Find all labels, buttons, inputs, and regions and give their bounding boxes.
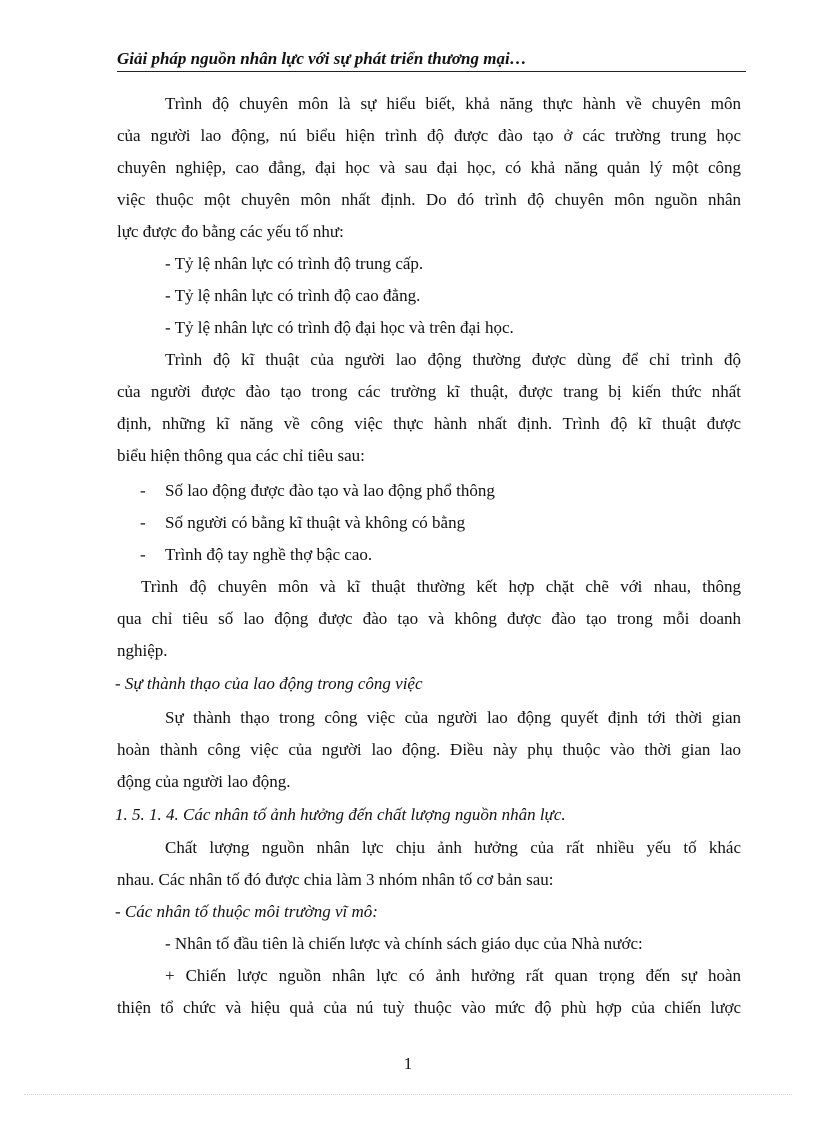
bullet-dash: - xyxy=(140,513,146,532)
bullet-dash: - xyxy=(140,545,146,564)
page-number: 1 xyxy=(403,1054,413,1073)
paragraph-line: biểu hiện thông qua các chỉ tiêu sau: xyxy=(117,446,365,465)
paragraph-line: Chất lượng nguồn nhân lực chịu ảnh hưởng của rất nhiều yếu tố khác xyxy=(165,838,741,857)
list-item: Số người có bằng kĩ thuật và không có bằng xyxy=(165,513,466,532)
paragraph-line: chuyên nghiệp, cao đẳng, đại học và sau đại học, có khả năng quản lý một công xyxy=(117,158,741,177)
paragraph-line: nghiệp. xyxy=(117,641,168,660)
paragraph-line: định, những kĩ năng về công việc thực hành nhất định. Trình độ kĩ thuật được xyxy=(117,414,741,433)
paragraph-line: Trình độ chuyên môn và kĩ thuật thường kết hợp chặt chẽ với nhau, thông xyxy=(141,577,741,596)
paragraph-line: việc thuộc một chuyên môn nhất định. Do đó trình độ chuyên môn nguồn nhân xyxy=(117,190,741,209)
list-item: - Nhân tố đầu tiên là chiến lược và chính sách giáo dục của Nhà nước: xyxy=(165,934,643,953)
subheading: - Sự thành thạo của lao động trong công việc xyxy=(115,674,423,693)
paragraph-line: hoàn thành công việc của người lao động. Điều này phụ thuộc vào thời gian lao xyxy=(117,740,741,759)
bullet-dash: - xyxy=(140,481,146,500)
paragraph-line: Trình độ kĩ thuật của người lao động thường được dùng để chỉ trình độ xyxy=(165,350,741,369)
list-item: Trình độ tay nghề thợ bậc cao. xyxy=(165,545,373,564)
list-item: Số lao động được đào tạo và lao động phổ thông xyxy=(165,481,495,500)
running-header: Giải pháp nguồn nhân lực với sự phát triển thương mại… xyxy=(117,48,746,72)
paragraph-line: của người được đào tạo trong các trường kĩ thuật, được trang bị kiến thức nhất xyxy=(117,382,741,401)
list-item: - Tỷ lệ nhân lực có trình độ cao đẳng. xyxy=(165,286,421,305)
subheading: - Các nhân tố thuộc môi trường vĩ mô: xyxy=(115,902,378,921)
paragraph-line: động của người lao động. xyxy=(117,772,291,791)
paragraph-line: + Chiến lược nguồn nhân lực có ảnh hưởng rất quan trọng đến sự hoàn xyxy=(165,966,741,985)
paragraph-line: lực được đo bằng các yếu tố như: xyxy=(117,222,344,241)
page-bottom-divider xyxy=(24,1094,792,1095)
paragraph-line: nhau. Các nhân tố đó được chia làm 3 nhóm nhân tố cơ bản sau: xyxy=(117,870,554,889)
list-item: - Tỷ lệ nhân lực có trình độ đại học và trên đại học. xyxy=(165,318,514,337)
list-item: - Tỷ lệ nhân lực có trình độ trung cấp. xyxy=(165,254,424,273)
paragraph-line: qua chỉ tiêu số lao động được đào tạo và không được đào tạo trong mỗi doanh xyxy=(117,609,741,628)
section-heading: 1. 5. 1. 4. Các nhân tố ảnh hưởng đến chất lượng nguồn nhân lực. xyxy=(115,805,566,824)
paragraph-line: thiện tổ chức và hiệu quả của nú tuỳ thuộc vào mức độ phù hợp của chiến lược xyxy=(117,998,741,1017)
paragraph-line: Sự thành thạo trong công việc của người lao động quyết định tới thời gian xyxy=(165,708,741,727)
paragraph-line: của người lao động, nú biểu hiện trình độ được đào tạo ở các trường trung học xyxy=(117,126,741,145)
paragraph-line: Trình độ chuyên môn là sự hiểu biết, khả năng thực hành về chuyên môn xyxy=(165,94,741,113)
